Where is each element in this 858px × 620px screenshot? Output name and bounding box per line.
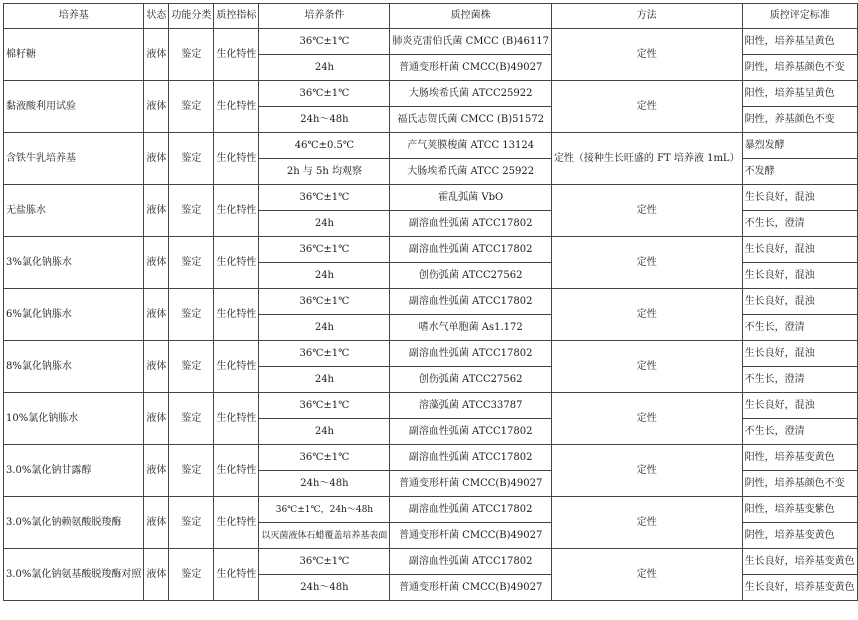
standard-cell: 阳性，培养基变紫色 [742,497,857,523]
medium-cell: 无盐胨水 [4,185,144,237]
strain-cell: 大肠埃希氏菌 ATCC 25922 [390,159,552,185]
function-cell: 鉴定 [169,393,214,445]
strain-cell: 肺炎克雷伯氏菌 CMCC (B)46117 [390,29,552,55]
table-row [4,81,858,107]
table-row [4,289,858,315]
table-row [4,341,858,367]
medium-cell: 3.0%氯化钠氨基酸脱羧酶对照 [4,549,144,601]
header-medium: 培养基 [4,4,144,29]
header-condition: 培养条件 [259,4,390,29]
strain-cell: 溶藻弧菌 ATCC33787 [390,393,552,419]
method-cell: 定性 [551,393,742,445]
table-row [4,29,858,55]
standard-cell: 阴性，培养基颜色不变 [742,471,857,497]
standard-cell: 阴性，培养基变黄色 [742,523,857,549]
method-cell: 定性 [551,81,742,133]
strain-cell: 普通变形杆菌 CMCC(B)49027 [390,471,552,497]
header-state: 状态 [144,4,169,29]
condition-top-cell: 36℃±1℃，24h～48h [259,497,390,523]
function-cell: 鉴定 [169,289,214,341]
table-row [4,393,858,419]
strain-cell: 大肠埃希氏菌 ATCC25922 [390,81,552,107]
condition-bottom-cell: 24h [259,315,390,341]
strain-cell: 创伤弧菌 ATCC27562 [390,263,552,289]
medium-cell: 10%氯化钠胨水 [4,393,144,445]
indicator-cell: 生化特性 [214,237,259,289]
condition-bottom-cell: 24h～48h [259,575,390,601]
strain-cell: 副溶血性弧菌 ATCC17802 [390,445,552,471]
condition-bottom-cell: 2h 与 5h 均观察 [259,159,390,185]
table-row [4,185,858,211]
table-row [4,133,858,159]
condition-bottom-cell: 24h [259,419,390,445]
state-cell: 液体 [144,185,169,237]
standard-cell: 不生长，澄清 [742,211,857,237]
standard-cell: 生长良好，混浊 [742,263,857,289]
state-cell: 液体 [144,445,169,497]
condition-bottom-cell: 24h [259,367,390,393]
indicator-cell: 生化特性 [214,81,259,133]
table-row [4,237,858,263]
strain-cell: 副溶血性弧菌 ATCC17802 [390,289,552,315]
standard-cell: 生长良好，培养基变黄色 [742,575,857,601]
function-cell: 鉴定 [169,237,214,289]
indicator-cell: 生化特性 [214,341,259,393]
medium-cell: 含铁牛乳培养基 [4,133,144,185]
strain-cell: 普通变形杆菌 CMCC(B)49027 [390,523,552,549]
standard-cell: 阳性，培养基呈黄色 [742,29,857,55]
function-cell: 鉴定 [169,341,214,393]
condition-top-cell: 36℃±1℃ [259,445,390,471]
method-cell: 定性 [551,497,742,549]
function-cell: 鉴定 [169,133,214,185]
strain-cell: 副溶血性弧菌 ATCC17802 [390,497,552,523]
state-cell: 液体 [144,237,169,289]
indicator-cell: 生化特性 [214,393,259,445]
standard-cell: 生长良好，混浊 [742,237,857,263]
function-cell: 鉴定 [169,185,214,237]
standard-cell: 阳性，培养基呈黄色 [742,81,857,107]
strain-cell: 福氏志贺氏菌 CMCC (B)51572 [390,107,552,133]
header-standard: 质控评定标准 [742,4,857,29]
condition-bottom-cell: 24h [259,263,390,289]
standard-cell: 不发酵 [742,159,857,185]
table-row [4,497,858,523]
condition-top-cell: 36℃±1℃ [259,393,390,419]
condition-bottom-cell: 24h [259,55,390,81]
method-cell: 定性 [551,549,742,601]
method-cell: 定性 [551,289,742,341]
strain-cell: 副溶血性弧菌 ATCC17802 [390,341,552,367]
medium-cell: 棉籽糖 [4,29,144,81]
medium-cell: 8%氯化钠胨水 [4,341,144,393]
standard-cell: 生长良好，混浊 [742,341,857,367]
condition-bottom-cell: 24h～48h [259,471,390,497]
state-cell: 液体 [144,81,169,133]
standard-cell: 不生长，澄清 [742,315,857,341]
function-cell: 鉴定 [169,29,214,81]
strain-cell: 副溶血性弧菌 ATCC17802 [390,419,552,445]
strain-cell: 霍乱弧菌 VbO [390,185,552,211]
standard-cell: 不生长，澄清 [742,419,857,445]
state-cell: 液体 [144,289,169,341]
strain-cell: 普通变形杆菌 CMCC(B)49027 [390,55,552,81]
condition-bottom-cell: 24h～48h [259,107,390,133]
condition-top-cell: 36℃±1℃ [259,549,390,575]
medium-cell: 3.0%氯化钠甘露醇 [4,445,144,497]
condition-top-cell: 36℃±1℃ [259,81,390,107]
condition-bottom-cell: 以灭菌液体石蜡覆盖培养基表面 [259,523,390,549]
strain-cell: 副溶血性弧菌 ATCC17802 [390,211,552,237]
strain-cell: 创伤弧菌 ATCC27562 [390,367,552,393]
state-cell: 液体 [144,341,169,393]
standard-cell: 生长良好，培养基变黄色 [742,549,857,575]
function-cell: 鉴定 [169,549,214,601]
condition-bottom-cell: 24h [259,211,390,237]
condition-top-cell: 36℃±1℃ [259,341,390,367]
method-cell: 定性 [551,341,742,393]
condition-top-cell: 36℃±1℃ [259,29,390,55]
indicator-cell: 生化特性 [214,445,259,497]
indicator-cell: 生化特性 [214,549,259,601]
medium-cell: 黏液酸利用试验 [4,81,144,133]
state-cell: 液体 [144,29,169,81]
state-cell: 液体 [144,133,169,185]
table-row [4,445,858,471]
standard-cell: 生长良好，混浊 [742,289,857,315]
header-indicator: 质控指标 [214,4,259,29]
indicator-cell: 生化特性 [214,185,259,237]
standard-cell: 阴性，培养基颜色不变 [742,55,857,81]
header-method: 方法 [551,4,742,29]
method-cell: 定性 [551,29,742,81]
table-row [4,549,858,575]
strain-cell: 副溶血性弧菌 ATCC17802 [390,549,552,575]
standard-cell: 阴性，养基颜色不变 [742,107,857,133]
standard-cell: 生长良好，混浊 [742,185,857,211]
condition-top-cell: 36℃±1℃ [259,237,390,263]
quality-control-table [3,3,858,601]
state-cell: 液体 [144,393,169,445]
medium-cell: 3.0%氯化钠赖氨酸脱羧酶 [4,497,144,549]
method-cell: 定性（接种生长旺盛的 FT 培养液 1mL） [551,133,742,185]
function-cell: 鉴定 [169,445,214,497]
strain-cell: 副溶血性弧菌 ATCC17802 [390,237,552,263]
standard-cell: 暴烈发酵 [742,133,857,159]
strain-cell: 产气荚膜梭菌 ATCC 13124 [390,133,552,159]
table-body [4,29,858,601]
method-cell: 定性 [551,237,742,289]
strain-cell: 普通变形杆菌 CMCC(B)49027 [390,575,552,601]
indicator-cell: 生化特性 [214,289,259,341]
header-row [4,4,858,29]
state-cell: 液体 [144,549,169,601]
condition-top-cell: 36℃±1℃ [259,289,390,315]
function-cell: 鉴定 [169,497,214,549]
indicator-cell: 生化特性 [214,29,259,81]
method-cell: 定性 [551,445,742,497]
state-cell: 液体 [144,497,169,549]
header-strain: 质控菌株 [390,4,552,29]
standard-cell: 阳性，培养基变黄色 [742,445,857,471]
header-function: 功能分类 [169,4,214,29]
medium-cell: 3%氯化钠胨水 [4,237,144,289]
condition-top-cell: 46℃±0.5℃ [259,133,390,159]
medium-cell: 6%氯化钠胨水 [4,289,144,341]
standard-cell: 不生长，澄清 [742,367,857,393]
indicator-cell: 生化特性 [214,497,259,549]
condition-top-cell: 36℃±1℃ [259,185,390,211]
indicator-cell: 生化特性 [214,133,259,185]
method-cell: 定性 [551,185,742,237]
function-cell: 鉴定 [169,81,214,133]
standard-cell: 生长良好，混浊 [742,393,857,419]
strain-cell: 嗜水气单胞菌 As1.172 [390,315,552,341]
